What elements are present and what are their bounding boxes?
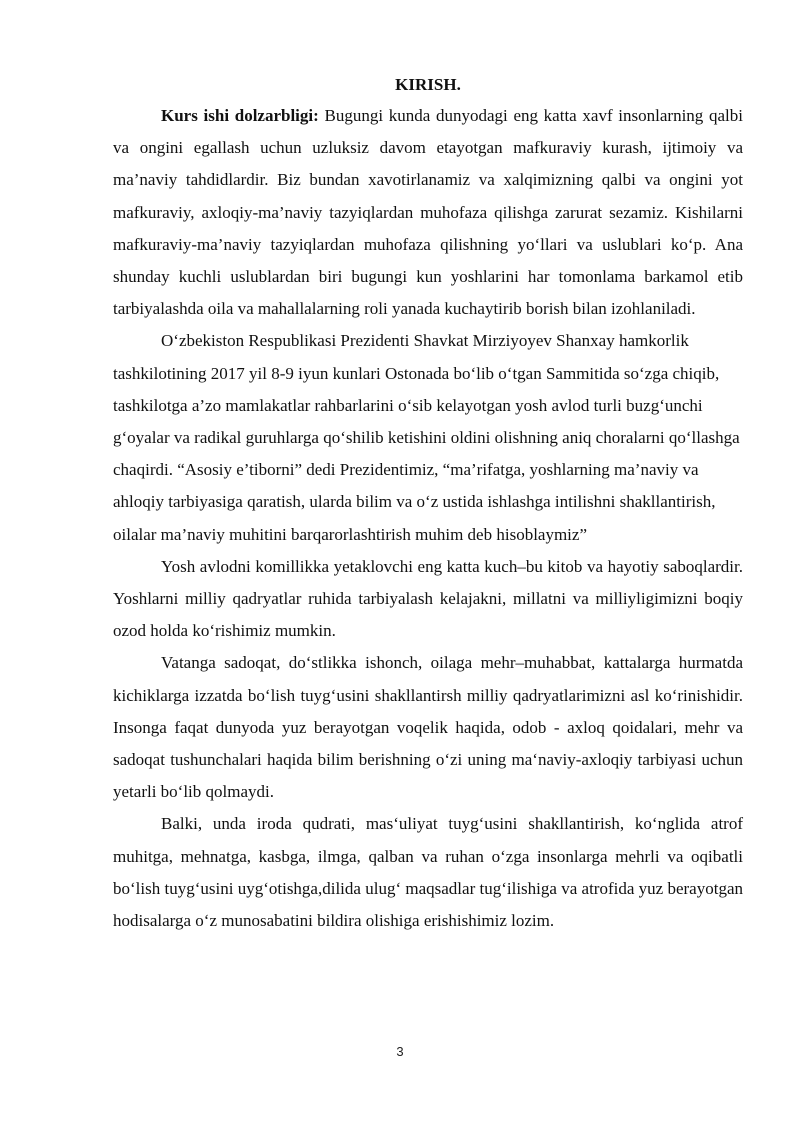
paragraph-text: Bugungi kunda dunyodagi eng katta xavf insonlarning qalbi va ongini egallash uchun uzluksiz davom etayotgan mafkuraviy kurash, ijtimoiy va ma’naviy tahdidlardir. Biz bundan xavotirlanamiz va xalqimizning qalbi va ongini yot mafkuraviy, axloqiy-ma’naviy tazyiqlardan muhofaza qilishga zarurat sezamiz. Kishilarni mafkuraviy-ma’naviy tazyiqlardan muhofaza qilishning yo‘llari va uslublari ko‘p. Ana shunday kuchli uslublardan biri bugungi kun yoshlarini har tomonlama barkamol etib tarbiyalashda oila va mahallalarning roli yanada kuchaytirib borish bilan izohlaniladi. (113, 106, 743, 319)
page-number: 3 (396, 1044, 404, 1059)
document-title: KIRISH. (395, 75, 461, 94)
paragraph-willpower: Balki, unda iroda qudrati, mas‘uliyat tuyg‘usini shakllantirish, ko‘nglida atrof muhitga, mehnatga, kasbga, ilmga, qalban va ruhan o‘zga insonlarga mehrli va oqibatli bo‘lish tuyg‘usini uyg‘otishga,dilida ulug‘ maqsadlar tug‘ilishiga va atrofida yuz berayotgan hodisalarga o‘z munosabatini bildira olishiga erishishimiz lozim. (113, 814, 743, 931)
paragraph-national-values: Vatanga sadoqat, do‘stlikka ishonch, oilaga mehr–muhabbat, kattalarga hurmatda kichiklarga izzatda bo‘lish tuyg‘usini shakllantirsh milliy qadryatlarimizni asl ko‘rinishidir. Insonga faqat dunyoda yuz berayotgan voqelik haqida, odob - axloq qoidalari, mehr va sadoqat tushunchalari haqida bilim berishning o‘zi uning ma‘naviy-axloqiy tarbiyasi uchun yetarli bo‘lib qolmaydi. (113, 653, 743, 802)
paragraph-young-generation: Yosh avlodni komillikka yetaklovchi eng katta kuch–bu kitob va hayotiy saboqlardir. Yoshlarni milliy qadryatlar ruhida tarbiyalash kelajakni, millatni va milliyligimizni boqiy ozod holda ko‘rishimiz mumkin. (113, 556, 743, 641)
document-page (113, 70, 743, 937)
paragraph-relevance (113, 100, 743, 325)
paragraph-president-speech: O‘zbekiston Respublikasi Prezidenti Shavkat Mirziyoyev Shanxay hamkorlik tashkilotining 2017 yil 8-9 iyun kunlari Ostonada bo‘lib o‘tgan Sammitida so‘zga chiqib, tashkilotga a’zo mamlakatlar rahbarlarini o‘sib kelayotgan yosh avlod turli buzg‘unchi g‘oyalar va radikal guruhlarga qo‘shilib ketishini oldini olishning aniq choralarni qo‘llashga chaqirdi. “Asosiy e’tiborni” dedi Prezidentimiz, “ma’rifatga, yoshlarning ma’naviy va ahloqiy tarbiyasiga qaratish, ularda bilim va o‘z ustida ishlashga intilishni shakllantirish, oilalar ma’naviy muhitini barqarorlashtirish muhim deb hisoblaymiz” (113, 331, 740, 544)
paragraph-lead: Kurs ishi dolzarbligi: (161, 106, 319, 125)
